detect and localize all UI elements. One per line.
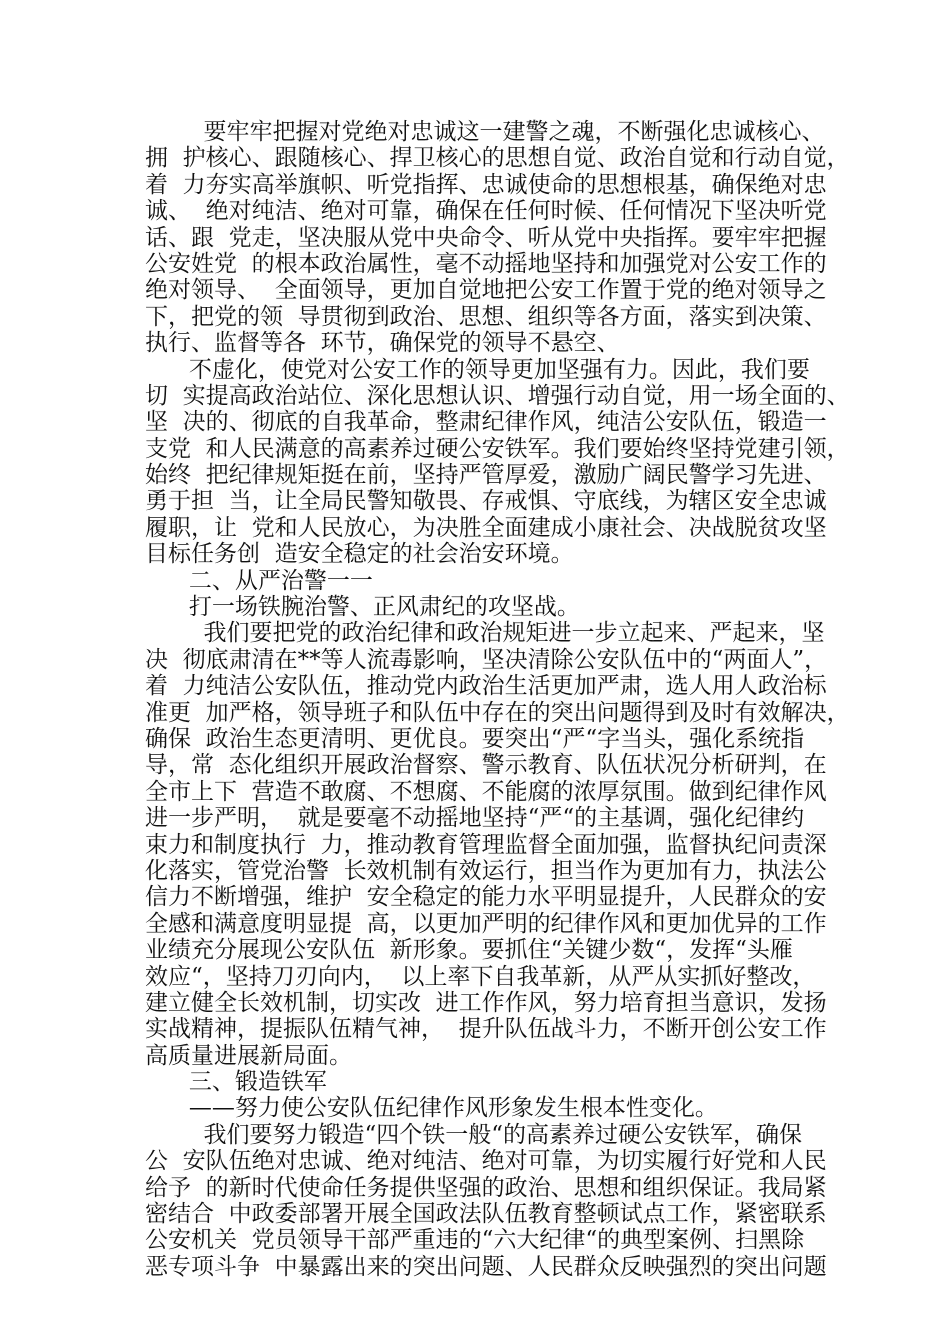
text-line: 恶专项斗争 中暴露出来的突出问题、人民群众反映强烈的突出问题 <box>145 1253 827 1280</box>
text-line: 公安姓党 的根本政治属性，毫不动摇地坚持和加强党对公安工作的 <box>145 250 827 277</box>
text-line: 业绩充分展现公安队伍 新形象。要抓住“关键少数“，发挥“头雁 <box>145 937 793 964</box>
text-line: 坚 决的、彻底的自我革命，整肃纪律作风，纯洁公安队伍，锻造一 <box>145 409 827 436</box>
text-line: 给予 的新时代使命任务提供坚强的政治、思想和组织保证。我局紧 <box>145 1174 827 1201</box>
text-line: 支党 和人民满意的高素养过硬公安铁军。我们要始终坚持党建引领， <box>145 435 850 462</box>
text-line: 效应“，坚持刀刃向内， 以上率下自我革新，从严从实抓好整改， <box>145 963 816 990</box>
text-line: 绝对领导、 全面领导，更加自觉地把公安工作置于党的绝对领导之 <box>145 277 827 304</box>
text-line: 下，把党的领 导贯彻到政治、思想、组织等各方面，落实到决策、 <box>145 303 827 330</box>
text-line: 切 实提高政治站位、深化思想认识、增强行动自觉，用一场全面的、 <box>145 382 850 409</box>
text-line: 我们要把党的政治纪律和政治规矩进一步立起来、严起来，坚 <box>145 620 825 647</box>
text-line: 高质量进展新局面。 <box>145 1042 352 1069</box>
text-line: 全市上下 营造不敢腐、不想腐、不能腐的浓厚氛围。做到纪律作风 <box>145 778 827 805</box>
text-line: 进一步严明， 就是要毫不动摇地坚持“严“的主基调，强化纪律约 <box>145 805 805 832</box>
text-line: ——努力使公安队伍纪律作风形象发生根本性变化。 <box>145 1095 718 1122</box>
text-line: 密结合 中政委部署开展全国政法队伍教育整顿试点工作，紧密联系 <box>145 1201 827 1228</box>
text-line: 履职，让 党和人民放心，为决胜全面建成小康社会、决战脱贫攻坚 <box>145 514 827 541</box>
text-line: 要牢牢把握对党绝对忠诚这一建警之魂，不断强化忠诚核心、 <box>145 119 825 145</box>
text-line: 导，常 态化组织开展政治督察、警示教育、队伍状况分析研判，在 <box>145 752 827 779</box>
text-line: 三、锻造铁军 <box>145 1069 327 1096</box>
text-line: 话、跟 党走，坚决服从党中央命令、听从党中央指挥。要牢牢把握 <box>145 224 827 251</box>
text-line: 公 安队伍绝对忠诚、绝对纯洁、绝对可靠，为切实履行好党和人民 <box>145 1148 827 1175</box>
text-line: 束力和制度执行 力，推动教育管理监督全面加强，监督执纪问责深 <box>145 831 827 858</box>
text-line: 着 力夯实高举旗帜、听党指挥、忠诚使命的思想根基，确保绝对忠 <box>145 171 827 198</box>
text-line: 化落实，管党治警 长效机制有效运行，担当作为更加有力，执法公 <box>145 857 827 884</box>
text-line: 始终 把纪律规矩挺在前，坚持严管厚爱，激励广阔民警学习先进、 <box>145 462 827 489</box>
text-line: 信力不断增强，维护 安全稳定的能力水平明显提升，人民群众的安 <box>145 884 827 911</box>
text-line: 诚、 绝对纯洁、绝对可靠，确保在任何时候、任何情况下坚决听党 <box>145 198 827 225</box>
text-line: 勇于担 当，让全局民警知敬畏、存戒惧、守底线，为辖区安全忠诚 <box>145 488 827 515</box>
text-line: 公安机关 党员领导干部严重违的“六大纪律“的典型案例、扫黑除 <box>145 1227 805 1254</box>
text-line: 我们要努力锻造“四个铁一般“的高素养过硬公安铁军，确保 <box>145 1121 803 1148</box>
text-line: 着 力纯洁公安队伍，推动党内政治生活更加严肃，选人用人政治标 <box>145 673 827 700</box>
text-line: 执行、监督等各 环节，确保党的领导不悬空、 <box>145 330 620 357</box>
text-line: 全感和满意度明显提 高，以更加严明的纪律作风和更加优异的工作 <box>145 910 827 937</box>
text-line: 不虚化，使党对公安工作的领导更加坚强有力。因此，我们要 <box>145 356 810 383</box>
text-line: 打一场铁腕治警、正风肃纪的攻坚战。 <box>145 594 580 621</box>
text-line: 实战精神，提振队伍精气神， 提升队伍战斗力，不断开创公安工作 <box>145 1016 827 1043</box>
text-line: 拥 护核心、跟随核心、捍卫核心的思想自觉、政治自觉和行动自觉， <box>145 145 850 172</box>
body-text <box>145 119 850 1280</box>
text-line: 目标任务创 造安全稳定的社会治安环境。 <box>145 541 574 568</box>
text-line: 准更 加严格，领导班子和队伍中存在的突出问题得到及时有效解决， <box>145 699 850 726</box>
text-line: 确保 政治生态更清明、更优良。要突出“严“字当头，强化系统指 <box>145 725 805 752</box>
text-line: 二、从严治警一一 <box>145 567 373 594</box>
text-line: 建立健全长效机制，切实改 进工作作风，努力培育担当意识，发扬 <box>145 989 827 1016</box>
text-line: 决 彻底肃清在**等人流毒影响，坚决清除公安队伍中的“两面人”， <box>145 646 828 673</box>
